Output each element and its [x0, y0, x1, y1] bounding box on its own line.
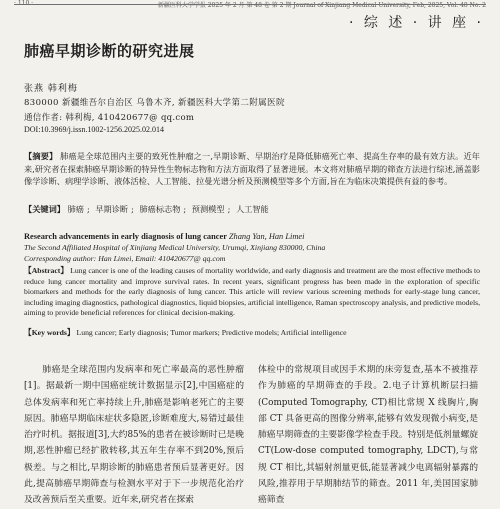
- author-list: 张燕 韩利梅: [24, 84, 78, 94]
- english-abstract-tag: 【Abstract】: [24, 266, 69, 275]
- keywords-cn: 【关键词】 肺癌 ; 早期诊断 ; 肺癌标志物 ; 预测模型 ; 人工智能: [24, 204, 269, 214]
- abstract-cn: [24, 150, 480, 188]
- keyword: 肺癌: [67, 204, 84, 214]
- english-authors: Zhang Yan, Han Limei: [228, 232, 305, 241]
- english-title: [24, 232, 480, 241]
- keyword: 预测模型: [191, 204, 225, 214]
- english-keywords-text: Lung cancer; Early diagnosis; Tumor markers; Predictive models; Artificial intelligence: [76, 328, 347, 337]
- body-right-text: 体检中的常规项目或因手术期的床旁复查,基本不被推荐作为肺癌的早期筛查的手段。2.电子计算机断层扫描(Computed Tomography, CT)相比常规 X 线胸片,胸部 CT 具备更高的图像分辨率,能够有效发现微小病变,是肺癌早期筛查的主要影像学检查手段。特别是低剂量螺旋 CT(Low-dose computed tomography, LDCT),与常规 CT 相比,其辐射剂量更低,能显著减少电离辐射暴露的风险,推荐用于早期肺结节的筛查。2011 年,美国国家肺癌筛查: [258, 365, 478, 506]
- header-rule: [14, 4, 486, 5]
- page-number: · 110 ·: [14, 0, 34, 7]
- journal-citation: 新疆医科大学学报 2025 年 2 月 第 48 卷 第 2 期 Journal of Xinjiang Medical University, Feb, 2025, Vol. 48 No. 2: [157, 2, 486, 9]
- abstract-cn-text: 肺癌是全球范围内主要的致死性肿瘤之一,早期诊断、早期治疗是降低肺癌死亡率、提高生存率的最有效方法。近年来,研究者在探索肺癌早期诊断的特异性生物标志物和方法方面取得了显著进展。本文将对肺癌早期的筛查方法进行综述,涵盖影像学诊断、病理学诊断、液体活检、人工智能、拉曼光谱分析及预测模型等多个方面,旨在为临床决策提供有益的参考。: [24, 151, 480, 187]
- body-column-left: [24, 362, 244, 509]
- english-title-text: Research advancements in early diagnosis of lung cancer: [24, 232, 227, 241]
- corresponding-author: 通信作者: 韩利梅, 410420677@ qq.com: [24, 113, 195, 123]
- english-keywords-tag: 【Key words】: [24, 328, 75, 337]
- keywords-cn-tag: 【关键词】: [24, 204, 65, 214]
- english-keywords: [24, 328, 480, 339]
- keyword: 肺癌标志物: [139, 204, 181, 214]
- keyword: 人工智能: [235, 204, 269, 214]
- column-label: · 综 述 · 讲 座 ·: [348, 15, 484, 31]
- english-correspondence: Corresponding author: Han Limei, Email: 410420677@ qq.com: [24, 254, 226, 263]
- english-abstract: [24, 266, 480, 319]
- body-column-right: [258, 362, 478, 509]
- affiliation: 830000 新疆维吾尔自治区 乌鲁木齐, 新疆医科大学第二附属医院: [24, 98, 285, 108]
- article-title: 肺癌早期诊断的研究进展: [24, 42, 195, 60]
- body-left-text: 肺癌是全球范围内发病率和死亡率最高的恶性肿瘤[1]。据最新一期中国癌症统计数据显示[2],中国癌症的总体发病率和死亡率持续上升,肺癌是影响老死亡的主要原因。肺癌早期临床症状多隐匿,诊断难度大,易错过最佳治疗时机。据报道[3],大约85%的患者在被诊断时已是晚期,恶性肿瘤已经扩散转移,其五年生存率不到20%,预后极差。与之相比,早期诊断的肺癌患者预后显著更好。因此,提高肺癌早期筛查与检测水平对于下一步规范化治疗及改善预后至关重要。近年来,研究者在探索: [24, 365, 244, 506]
- keyword: 早期诊断: [95, 204, 129, 214]
- english-affiliation: The Second Affiliated Hospital of Xinjiang Medical University, Urumqi, Xinjiang 830000, China: [24, 243, 326, 252]
- english-abstract-text: Lung cancer is one of the leading causes of mortality worldwide, and early diagnosis and treatment are the most effective methods to reduce lung cancer mortality and improve survival rates. In recent years, significant progress has been made in the exploration of specific biomarkers and methods for the early diagnosis of lung cancer. This article will review various screening methods for early-stage lung cancer, including imaging diagnostics, pathological diagnostics, liquid biopsies, artificial intelligence, Raman spectroscopy analysis, and predictive models, aiming to provide beneficial references for clinical decision-making.: [24, 266, 481, 317]
- abstract-cn-tag: 【摘要】: [24, 151, 58, 161]
- doi[interactable]: DOI:10.3969/j.issn.1002-1256.2025.02.014: [24, 125, 164, 134]
